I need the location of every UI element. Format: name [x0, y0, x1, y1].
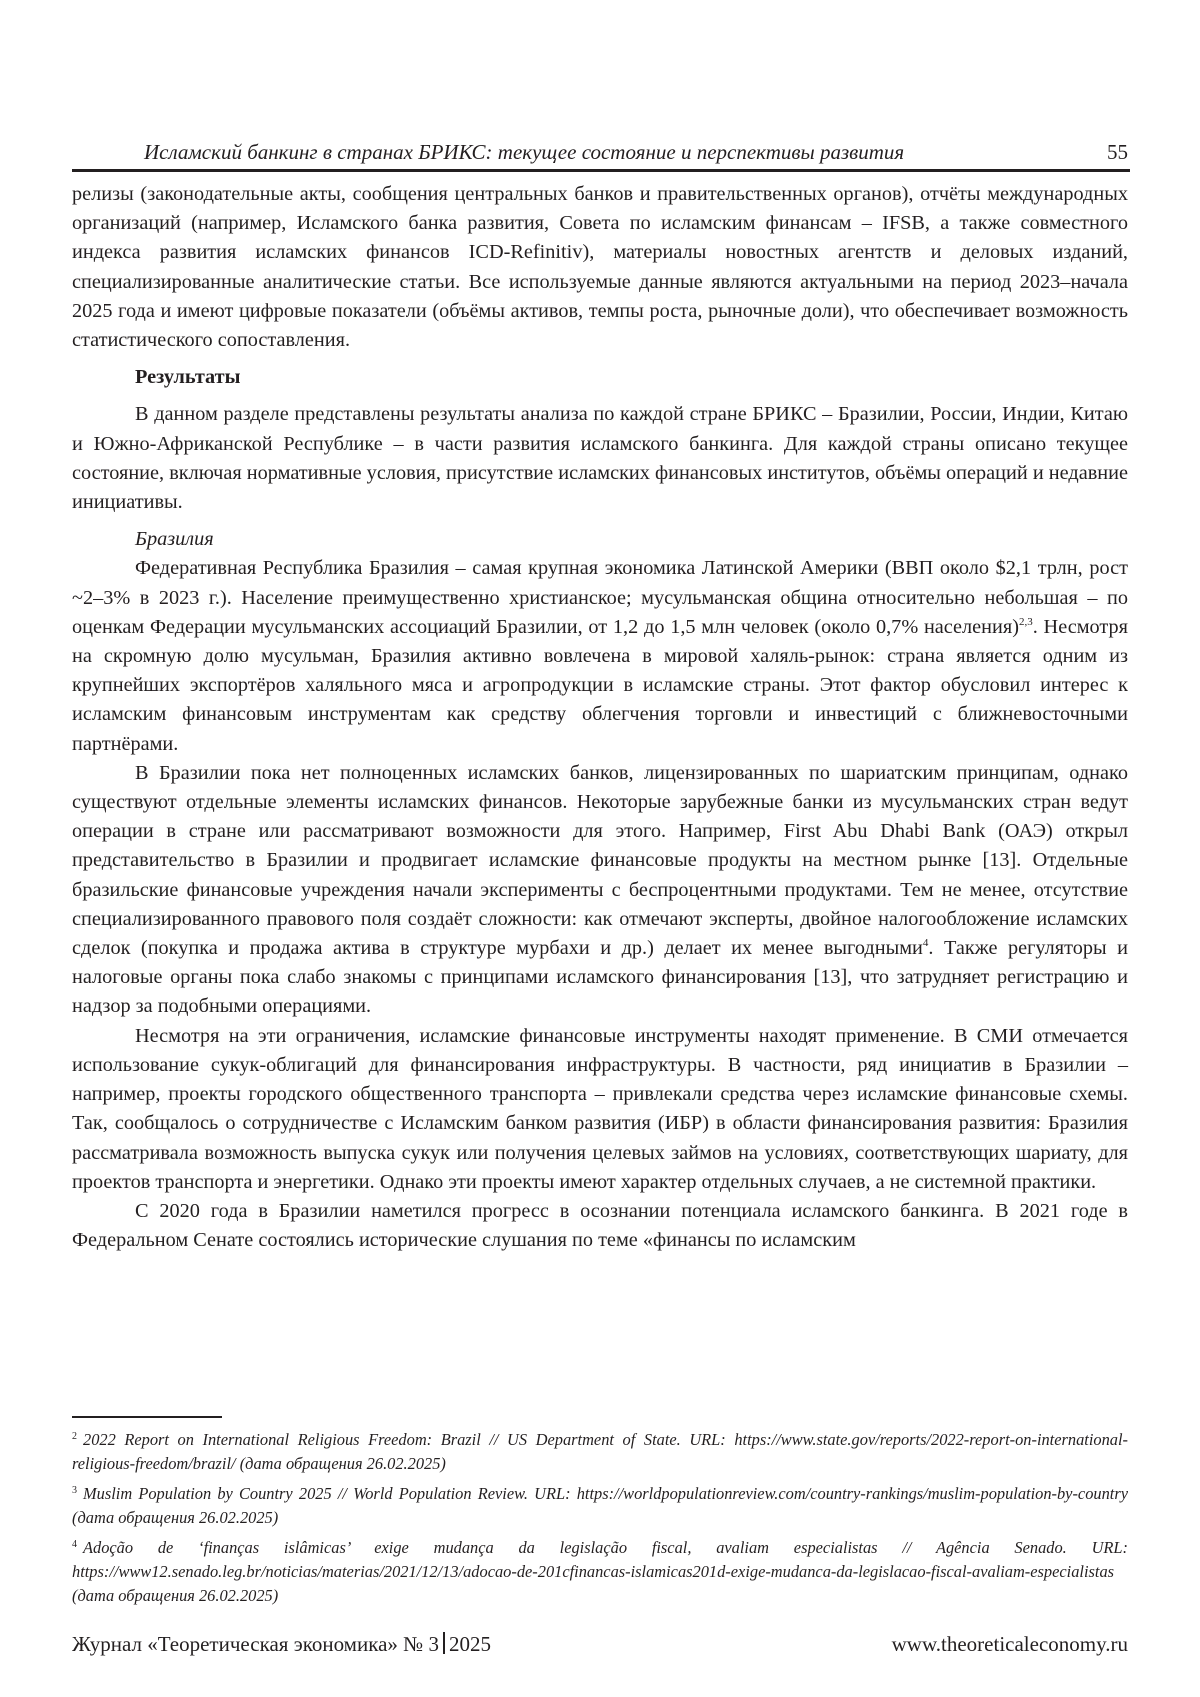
footnote-mark: 3	[72, 1484, 77, 1496]
footnote-mark: 4	[72, 1538, 77, 1550]
paragraph-text: . Также регуляторы и налоговые органы пока слабо знакомы с принципами исламского финансирования [13], что затрудняет регистрацию и надзор за подобными операциями.	[72, 937, 1128, 1018]
subsection-heading-brazil: Бразилия	[135, 528, 214, 551]
header-rule	[72, 169, 1130, 172]
footnote-text: Muslim Population by Country 2025 // World Population Review. URL: https://worldpopulationreview.com/country-rankings/muslim-population-by-country (дата обращения 26.02.2025)	[72, 1483, 1128, 1528]
running-title: Исламский банкинг в странах БРИКС: текущее состояние и перспективы развития	[144, 140, 905, 164]
footnote-2	[72, 1428, 1128, 1477]
journal-citation	[72, 1632, 491, 1656]
footnote-4	[72, 1536, 1128, 1609]
paragraph-brazil-progress: С 2020 года в Бразилии наметился прогресс в осознании потенциала исламского банкинга. В 2021 годе в Федеральном Сенате состоялись исторические слушания по теме «финансы по исламским	[72, 1199, 1128, 1252]
footnote-ref-4[interactable]: 4	[922, 937, 929, 950]
paragraph-brazil-overview	[72, 554, 1128, 758]
footnote-ref-2-3[interactable]: 2,3	[1018, 615, 1033, 628]
footnote-text: Adoção de ‘finanças islâmicas’ exige mudança da legislação fiscal, avaliam especialistas // Agência Senado. URL: https://www12.senado.leg.br/noticias/materias/2021/12/13/adocao-de-201cfinancas-islamicas201d-exige-mudanca-da-legislacao-fiscal-avaliam-especialistas (дата обращения 26.02.2025)	[72, 1537, 1128, 1606]
journal-year: 2025	[448, 1632, 491, 1656]
footnotes	[72, 1428, 1128, 1614]
article-body	[72, 180, 1128, 1255]
footnote-separator	[72, 1416, 222, 1418]
page-number: 55	[1107, 140, 1128, 164]
paragraph-brazil-sukuk: Несмотря на эти ограничения, исламские финансовые инструменты находят применение. В СМИ отмечается использование сукук-облигаций для финансирования инфраструктуры. В частности, ряд инициатив в Бразилии – например, проекты городского общественного транспорта – привлекали средства через исламские финансовые схемы. Так, сообщалось о сотрудничестве с Исламским банком развития (ИБР) в области финансирования развития: Бразилия рассматривала возможность выпуска сукук или получения целевых займов на условиях, соответствующих шариату, для проектов транспорта и энергетики. Однако эти проекты имеют характер отдельных случаев, а не системной практики.	[72, 1024, 1128, 1193]
paragraph-intro-continued: релизы (законодательные акты, сообщения центральных банков и правительственных органов), отчёты международных организаций (например, Исламского банка развития, Совета по исламским финансам – IFSB, а также совместного индекса развития исламских финансов ICD-Refinitiv), материалы новостных агентств и деловых изданий, специализированные аналитические статьи. Все используемые данные являются актуальными на период 2023–начала 2025 года и имеют цифровые показатели (объёмы активов, темпы роста, рыночные доли), что обеспечивает возможность статистического сопоставления.	[72, 183, 1128, 352]
paragraph-brazil-banks	[72, 759, 1128, 1022]
section-heading-results: Результаты	[135, 366, 241, 389]
paragraph-text: . Несмотря на скромную долю мусульман, Бразилия активно вовлечена в мировой халяль-рынок: страна является одним из крупнейших экспортёров халяльного мяса и агропродукции в исламские страны. Этот фактор обусловил интерес к исламским финансовым инструментам как средству облегчения торговли и инвестиций с ближневосточными партнёрами.	[72, 615, 1128, 755]
journal-name: Журнал «Теоретическая экономика» № 3	[72, 1632, 439, 1656]
footnote-text: 2022 Report on International Religious Freedom: Brazil // US Department of State. URL: https://www.state.gov/reports/2022-report-on-international-religious-freedom/brazil/ (дата обращения 26.02.2025)	[72, 1430, 1128, 1474]
paragraph-text: В Бразилии пока нет полноценных исламских банков, лицензированных по шариатским принципам, однако существуют отдельные элементы исламских финансов. Некоторые зарубежные банки из мусульманских стран ведут операции в стране или рассматривают возможности для этого. Например, First Abu Dhabi Bank (ОАЭ) открыл представительство в Бразилии и продвигает исламские финансовые продукты на местном рынке [13]. Отдельные бразильские финансовые учреждения начали эксперименты с беспроцентными продуктами. Тем не менее, отсутствие специализированного правового поля создаёт сложности: как отмечают эксперты, двойное налогообложение исламских сделок (покупка и продажа актива в структуре мурбахи и др.) делает их менее выгодными	[72, 761, 1128, 960]
footnote-mark: 2	[72, 1431, 77, 1442]
paragraph-text: Федеративная Республика Бразилия – самая крупная экономика Латинской Америки (ВВП около $2,1 трлн, рост ~2–3% в 2023 г.). Население преимущественно христианское; мусульманская община относительно небольшая – по оценкам Федерации мусульманских ассоциаций Бразилии, от 1,2 до 1,5 млн человек (около 0,7% населения)	[72, 557, 1128, 638]
page-footer	[72, 1632, 1128, 1656]
paragraph-results-intro: В данном разделе представлены результаты анализа по каждой стране БРИКС – Бразилии, России, Индии, Китаю и Южно-Африканской Республике – в части развития исламского банкинга. Для каждой страны описано текущее состояние, включая нормативные условия, присутствие исламских финансовых институтов, объёмы операций и недавние инициативы.	[72, 403, 1128, 514]
divider	[443, 1632, 445, 1654]
journal-website-link[interactable]: www.theoreticaleconomy.ru	[891, 1632, 1128, 1656]
footnote-3	[72, 1482, 1128, 1531]
running-header	[72, 140, 1128, 164]
